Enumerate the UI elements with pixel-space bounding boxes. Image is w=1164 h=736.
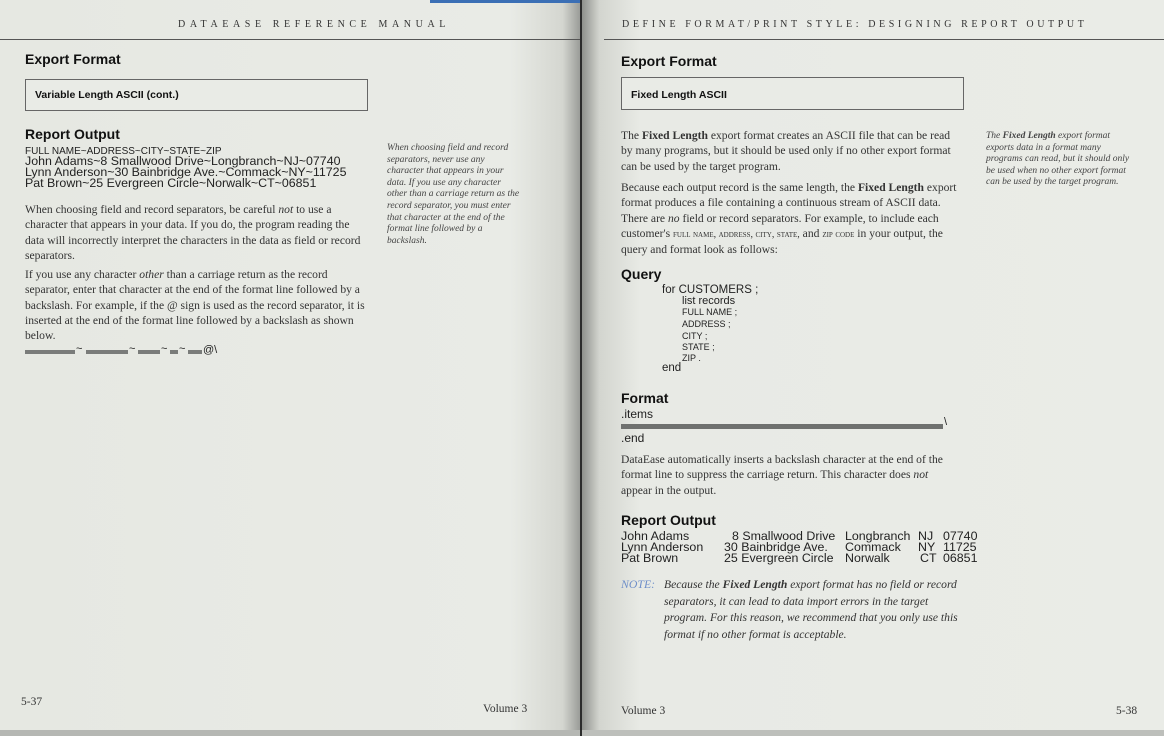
- subsection-title: Variable Length ASCII (cont.): [35, 89, 179, 101]
- table-cell: John Adams: [621, 529, 690, 543]
- table-cell: NJ: [918, 529, 934, 543]
- tilde-separator: ~: [129, 343, 136, 355]
- tilde-separator: ~: [161, 343, 168, 355]
- running-header: DATAEASE REFERENCE MANUAL: [178, 19, 450, 30]
- table-cell: 8 Smallwood Drive: [732, 529, 836, 543]
- page-edge: [0, 730, 580, 736]
- table-cell: Longbranch: [845, 529, 911, 543]
- field-placeholder: [86, 350, 128, 354]
- query-line: FULL NAME ;: [682, 307, 738, 317]
- subsection-title: Fixed Length ASCII: [631, 89, 727, 101]
- format-end-line: .end: [621, 431, 645, 445]
- volume-label: Volume 3: [621, 705, 666, 717]
- report-output-heading: Report Output: [621, 512, 716, 528]
- fixed-length-field-bar: [621, 424, 943, 429]
- margin-note: The Fixed Length export format exports data in a format many programs can read, but it should only be used when no other export format can be used by the target program.: [986, 131, 1130, 188]
- field-placeholder: [25, 350, 75, 354]
- query-line: list records: [682, 295, 736, 307]
- field-name-line: FULL NAME~ADDRESS~CITY~STATE~ZIP: [25, 146, 222, 157]
- query-heading: Query: [621, 266, 662, 282]
- table-cell: 25 Evergreen Circle: [724, 551, 834, 565]
- subsection-box: [621, 77, 964, 110]
- table-cell: Norwalk: [845, 551, 890, 565]
- paragraph-record-separator: If you use any character other than a carriage return as the record separator, enter that character at the end of the format line followed by a backslash. For example, if the @ sign is used as the record separator, it is inserted at the end of the format line followed by a backslash as shown below.: [25, 268, 365, 343]
- header-rule: [604, 39, 1164, 40]
- table-cell: Lynn Anderson: [621, 540, 704, 554]
- note-text: Because the Fixed Length export format has no field or record separators, it can lead to data import errors in the target program. For this reason, we recommend that you only use this format if no other format is acceptable.: [664, 578, 958, 641]
- query-line: CITY ;: [682, 331, 708, 341]
- paragraph-continuous: Because each output record is the same length, the Fixed Length export format produces a file containing a continuous stream of ASCII data. There are no field or record separators. For example, to include each customer's full name, address, city, state, and zip code in your output, the query and format look as follows:: [621, 181, 957, 257]
- left-page: [0, 0, 580, 736]
- right-page: [582, 0, 1164, 736]
- table-cell: CT: [920, 551, 937, 565]
- query-line: ADDRESS ;: [682, 319, 731, 329]
- query-line: ZIP .: [682, 353, 701, 363]
- note-label: NOTE:: [621, 577, 656, 591]
- format-heading: Format: [621, 390, 669, 406]
- table-cell: 11725: [943, 540, 977, 554]
- query-line: end: [662, 362, 682, 374]
- tilde-separator: ~: [76, 343, 83, 355]
- subsection-box: [25, 79, 368, 111]
- table-cell: 07740: [943, 529, 978, 543]
- field-placeholder: [170, 350, 178, 354]
- paragraph-backslash: DataEase automatically inserts a backslash character at the end of the format line to suppress the carriage return. This character does not appear in the output.: [621, 453, 943, 497]
- paragraph-separators: When choosing field and record separators, be careful not to use a character that appears in your data. If you do, the program reading the data will incorrectly interpret the characters in the data as field or record separators.: [25, 203, 361, 262]
- paragraph-intro: The Fixed Length export format creates an ASCII file that can be read by many programs, but it should be used only if no other export format can be used by the target program.: [621, 129, 951, 173]
- field-placeholder: [188, 350, 202, 354]
- tilde-separator: ~: [179, 343, 186, 355]
- header-rule: [0, 39, 580, 40]
- section-heading: Export Format: [621, 53, 717, 69]
- table-cell: 06851: [943, 551, 978, 565]
- format-backslash: \: [944, 416, 948, 428]
- record-separator: @\: [203, 344, 218, 356]
- page-number: 5-37: [21, 696, 43, 708]
- top-accent-strip: [430, 0, 580, 3]
- query-line: for CUSTOMERS ;: [662, 284, 759, 296]
- volume-label: Volume 3: [483, 703, 528, 715]
- field-placeholder: [138, 350, 160, 354]
- record-line: Lynn Anderson~30 Bainbridge Ave.~Commack~NY~11725: [25, 165, 347, 179]
- margin-note: When choosing field and record separators, never use any character that appears in your data. If you use any character other than a carriage return as the record separator, you must enter that character at the end of the format line followed by a backslash.: [387, 143, 520, 246]
- table-cell: Pat Brown: [621, 551, 679, 565]
- table-cell: Commack: [845, 540, 901, 554]
- table-cell: 30 Bainbridge Ave.: [724, 540, 828, 554]
- table-cell: NY: [918, 540, 936, 554]
- format-items-line: .items: [621, 407, 654, 421]
- record-line: John Adams~8 Smallwood Drive~Longbranch~NJ~07740: [25, 154, 341, 168]
- report-output-heading: Report Output: [25, 126, 120, 142]
- page-edge: [582, 730, 1164, 736]
- query-line: STATE ;: [682, 342, 715, 352]
- running-header: DEFINE FORMAT/PRINT STYLE: DESIGNING REPORT OUTPUT: [622, 19, 1088, 30]
- record-line: Pat Brown~25 Evergreen Circle~Norwalk~CT~06851: [25, 176, 317, 190]
- page-number: 5-38: [1116, 705, 1138, 717]
- section-heading: Export Format: [25, 51, 121, 67]
